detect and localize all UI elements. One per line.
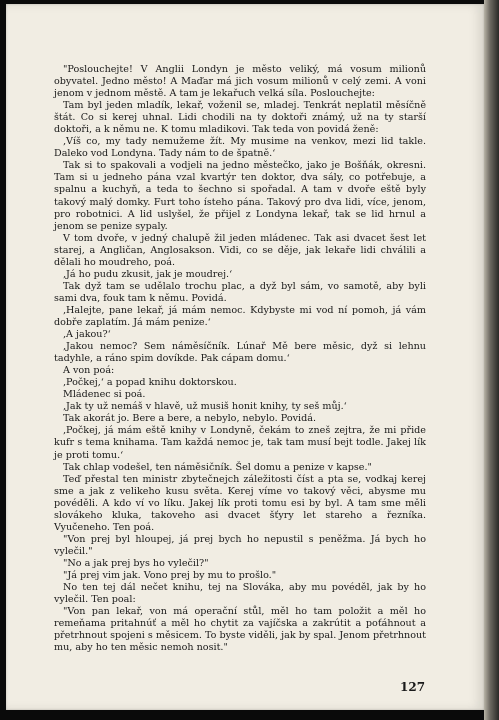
paragraph: A von poá: bbox=[63, 365, 115, 377]
paragraph: "Já prej vim jak. Vono prej by mu to prošlo." bbox=[63, 569, 277, 581]
paragraph: "Poslouchejte! V Anglii Londyn je město veliký, má vosum milionů obyvatel. Jedno město! A Maďar má jich vosum milionů v celý zemi. A voni jenom v jednom městě. A tam je lekařuch velká síla. Poslouchejte: bbox=[54, 64, 426, 100]
paragraph: Tak akorát jo. Bere a bere, a nebylo, nebylo. Povidá. bbox=[63, 413, 316, 425]
paragraph: "Von pan lekař, von má operační stůl, měl ho tam položit a měl ho remeňama pritahnúť a měl ho chytit za vajíčska a zakrútit a poťáhnout a přetrhnout spojeni s měsicem. To byste viděli, jak by spal. Jenom přetrhnout mu, aby ho ten měsic nemoh nosit." bbox=[54, 606, 426, 654]
body-text bbox=[54, 64, 426, 654]
paragraph: ‚Počkej, já mám eště knihy v Londyně, čekám to zneš zejtra, že mi přide kufr s tema knihama. Tam každá nemoc je, tak tam musí bejt todle. Jakej lík je proti tomu.‘ bbox=[54, 425, 426, 461]
paragraph: No ten tej dál nečet knihu, tej na Slováka, aby mu povéděl, jak by ho vylečil. Ten poal: bbox=[54, 582, 426, 606]
paragraph: Tak chlap vodešel, ten náměsičník. Šel domu a penize v kapse." bbox=[63, 461, 372, 473]
paragraph: "No a jak prej bys ho vylečil?" bbox=[63, 557, 209, 569]
book-spine bbox=[484, 0, 499, 720]
paragraph: ‚Jakou nemoc? Sem náměsíčník. Lúnař Mě bere měsic, dyž si lehnu tadyhle, a ráno spim dovíkde. Pak cápam domu.‘ bbox=[54, 341, 426, 365]
paragraph: Tam byl jeden mladík, lekař, voženil se, mladej. Tenkrát neplatil měsíčně štát. Co si kerej uhnal. Lidi chodili na ty doktoři známý, už na ty starší doktoři, a k němu ne. K tomu mladikovi. Tak teda von povidá ženě: bbox=[54, 100, 426, 136]
paragraph: ‚Já ho pudu zkusit, jak je moudrej.‘ bbox=[63, 268, 233, 280]
paragraph: ‚Halejte, pane lekař, já mám nemoc. Kdybyste mi vod ní pomoh, já vám dobře zaplatím. Já mám penize.‘ bbox=[54, 304, 426, 328]
paragraph: ‚Víš co, my tady nemužeme žít. My musime na venkov, mezi lid takle. Daleko vod Londyna. Tady nám to de špatně.‘ bbox=[54, 136, 426, 160]
paragraph: ‚A jakou?‘ bbox=[63, 329, 111, 341]
page-number: 127 bbox=[400, 680, 426, 694]
paragraph: Tak dyž tam se udělalo trochu plac, a dyž byl sám, vo samotě, aby byli sami dva, fouk tam k němu. Povidá. bbox=[54, 280, 426, 304]
paragraph: Mládenec si poá. bbox=[63, 389, 146, 401]
paragraph: "Von prej byl hloupej, já prej bych ho nepustil s peněžma. Já bych ho vylečil." bbox=[54, 533, 426, 557]
paragraph: ‚Počkej,‘ a popad knihu doktorskou. bbox=[63, 377, 237, 389]
paragraph: Teď přestal ten ministr zbytečnejch záležitosti číst a pta se, vodkaj kerej sme a jak z velikeho kusu světa. Kerej víme vo takový věci, abysme mu povéděli. A kdo ví vo líku. Jakej lík proti tomu esi by byl. A tam sme měli slovákeho kluka, takoveho asi dvacet šťyry let stareho a řezníka. Vyučeneho. Ten poá. bbox=[54, 473, 426, 533]
book-page bbox=[6, 4, 484, 710]
paragraph: V tom dvoře, v jedný chalupě žil jeden mládenec. Tak asi dvacet šest let starej, a Angličan, Anglosakson. Vidi, co se děje, jak lekaře lidi chválili a dělali ho moudreho, poá. bbox=[54, 232, 426, 268]
paragraph: ‚Jak ty už nemáš v hlavě, už musiš honit knihy, ty seš můj.‘ bbox=[63, 401, 347, 413]
paragraph: Tak si to spakovali a vodjeli na jedno městečko, jako je Bošňák, okresni. Tam si u jedneho pána vzal kvartýr ten doktor, dva sály, co potřebuje, a spalnu a kuchyň, a teda to šechno si spořadal. A tam v dvoře eště byly takový malý domky. Furt toho ísteho pána. Takový pro dva lidi, více, jenom, pro robotnici. A lid uslyšel, že přijel z Londyna lekař, tak se lid hrnul a jenom se penize sypaly. bbox=[54, 160, 426, 232]
